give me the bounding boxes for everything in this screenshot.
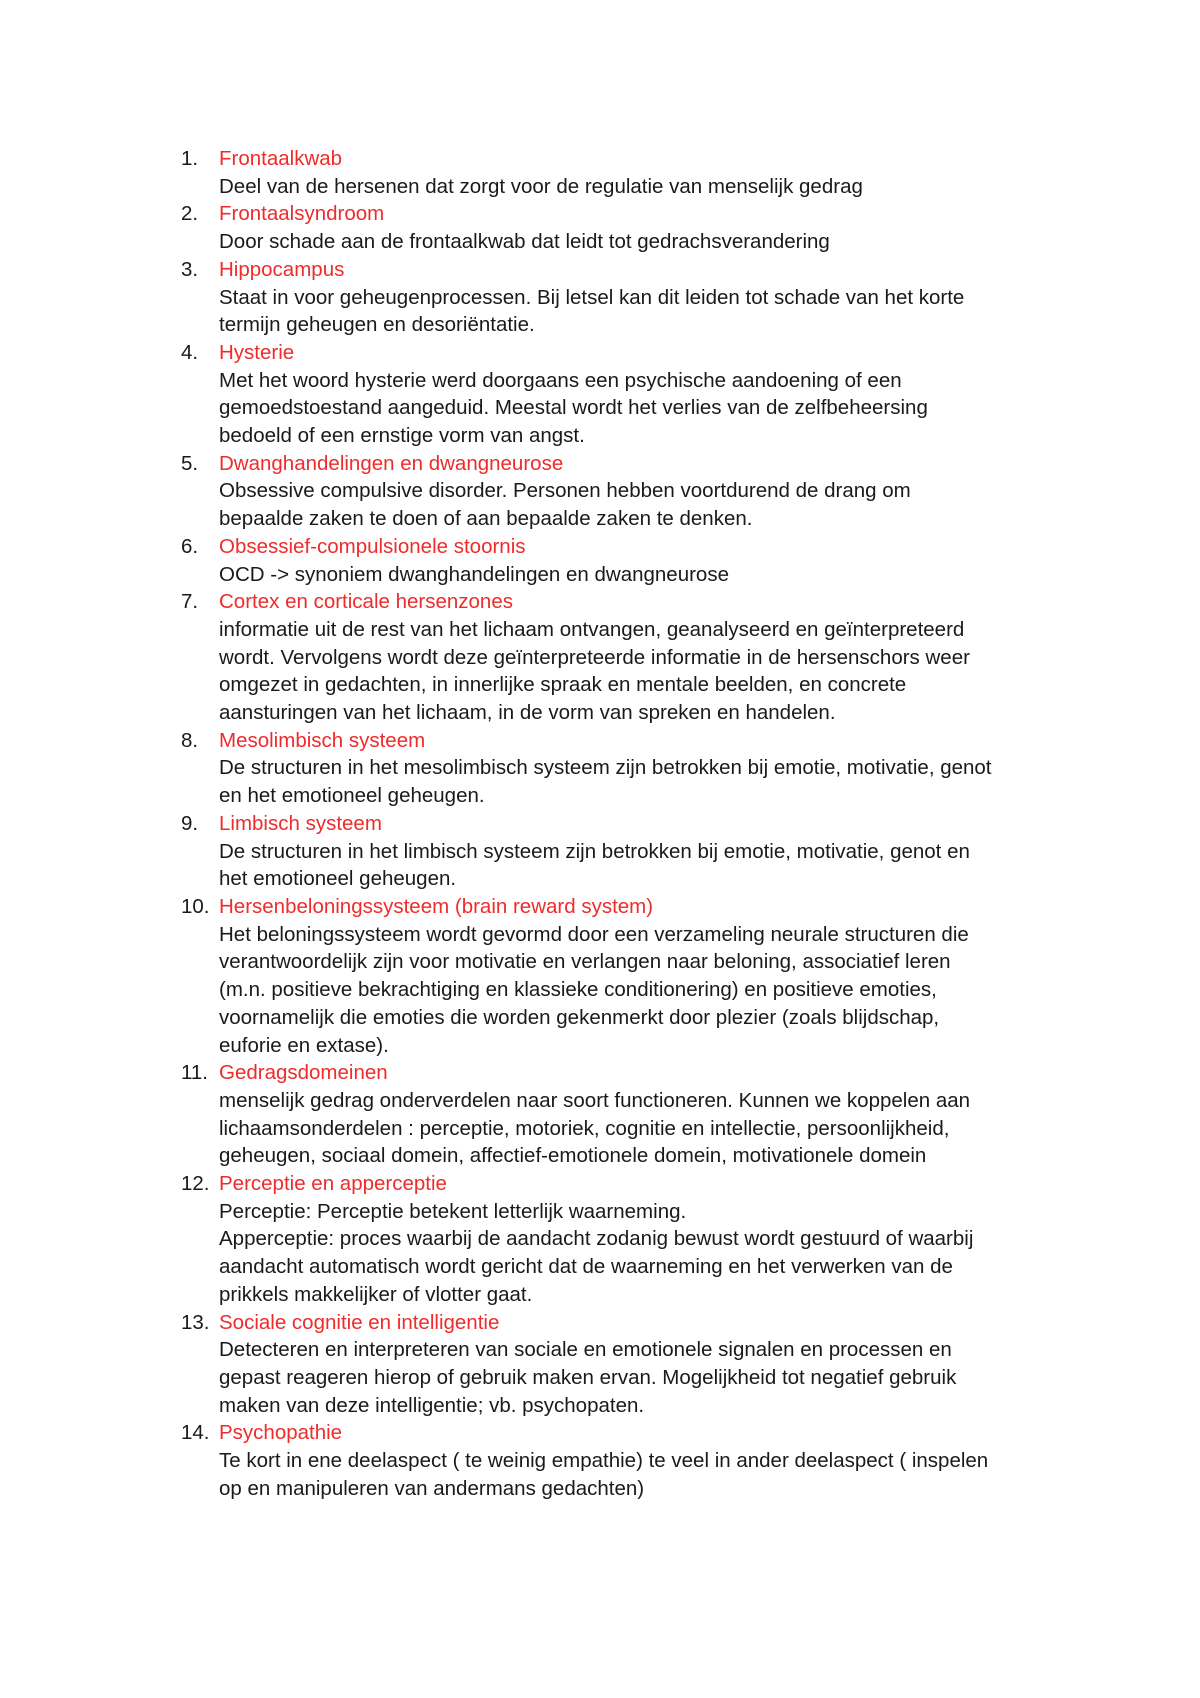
entry-definition: De structuren in het limbisch systeem zijn betrokken bij emotie, motivatie, genot en het emotioneel geheugen. [219,839,970,891]
glossary-entry [181,533,1081,588]
entry-term: Sociale cognitie en intelligentie [219,1310,500,1334]
entry-number: 8. [181,728,199,752]
glossary-entry [181,893,1081,1059]
entry-term: Hysterie [219,340,295,364]
glossary-entry [181,200,1081,255]
entry-definition: Obsessive compulsive disorder. Personen hebben voortdurend de drang om bepaalde zaken te doen of aan bepaalde zaken te denken. [219,479,911,531]
entry-number: 2. [181,202,199,226]
entry-term: Cortex en corticale hersenzones [219,590,513,614]
glossary-entry [181,145,1081,200]
glossary-entry [181,1170,1081,1309]
entry-term: Mesolimbisch systeem [219,728,426,752]
entry-definition: Te kort in ene deelaspect ( te weinig empathie) te veel in ander deelaspect ( inspelen op en manipuleren van andermans gedachten) [219,1449,989,1500]
entry-term: Obsessief-compulsionele stoornis [219,534,526,558]
entry-definition: Met het woord hysterie werd doorgaans een psychische aandoening of een gemoedstoestand aangeduid. Meestal wordt het verlies van de zelfbeheersing bedoeld of een ernstige vorm van angst. [219,368,928,448]
glossary-entry [181,339,1081,450]
entry-term: Perceptie en apperceptie [219,1172,447,1196]
glossary-entry [181,1309,1081,1420]
entry-definition: menselijk gedrag onderverdelen naar soort functioneren. Kunnen we koppelen aan lichaamsonderdelen : perceptie, motoriek, cognitie en intellectie, persoonlijkheid, geheugen, sociaal domein, affectief-emotionele domein, motivationele domein [219,1088,971,1168]
entry-definition: Detecteren en interpreteren van sociale en emotionele signalen en processen en gepast reageren hierop of gebruik maken ervan. Mogelijkheid tot negatief gebruik maken van deze intelligentie; vb. psychopaten. [219,1338,957,1417]
entry-number: 5. [181,451,199,475]
entry-number: 4. [181,340,199,364]
entry-number: 9. [181,811,199,835]
entry-definition: De structuren in het mesolimbisch systeem zijn betrokken bij emotie, motivatie, genot en het emotioneel geheugen. [219,756,992,808]
glossary-entry [181,450,1081,533]
entry-number: 11. [181,1061,208,1085]
entry-term: Frontaalkwab [219,147,343,170]
entry-term: Frontaalsyndroom [219,202,385,226]
entry-number: 14. [181,1421,210,1445]
glossary-list [181,145,1081,1502]
entry-definition: Deel van de hersenen dat zorgt voor de regulatie van menselijk gedrag [219,174,863,198]
entry-definition: Het beloningssysteem wordt gevormd door een verzameling neurale structuren die verantwoordelijk zijn voor motivatie en verlangen naar beloning, associatief leren (m.n. positieve bekrachtiging en klassieke conditionering) en positieve emoties, voornamelijk die emoties die worden gekenmerkt door plezier (zoals blijdschap, euforie en extase). [219,922,969,1057]
entry-number: 7. [181,590,199,614]
entry-term: Hippocampus [219,257,345,281]
entry-term: Psychopathie [219,1421,343,1445]
glossary-entry [181,256,1081,339]
entry-term: Limbisch systeem [219,811,382,835]
glossary-entry [181,810,1081,893]
entry-definition: Staat in voor geheugenprocessen. Bij letsel kan dit leiden tot schade van het korte termijn geheugen en desoriëntatie. [219,285,965,337]
glossary-entry [181,727,1081,810]
entry-number: 12. [181,1172,210,1196]
glossary-entry [181,1059,1081,1170]
entry-term: Gedragsdomeinen [219,1061,388,1085]
entry-number: 1. [181,147,199,170]
entry-number: 6. [181,534,199,558]
entry-number: 3. [181,257,199,281]
entry-term: Hersenbeloningssysteem (brain reward system) [219,894,654,918]
entry-definition: Door schade aan de frontaalkwab dat leidt tot gedrachsverandering [219,230,830,254]
entry-definition: Perceptie: Perceptie betekent letterlijk waarneming. Apperceptie: proces waarbij de aandacht zodanig bewust wordt gestuurd of waarbij aandacht automatisch wordt gericht dat de waarneming en het verwerken van de prikkels makkelijker of vlotter gaat. [219,1199,974,1306]
entry-definition: informatie uit de rest van het lichaam ontvangen, geanalyseerd en geïnterpreteerd wordt. Vervolgens wordt deze geïnterpreteerde informatie in de hersenschors weer omgezet in gedachten, in innerlijke spraak en mentale beelden, en concrete aansturingen van het lichaam, in de vorm van spreken en handelen. [219,617,970,725]
entry-number: 10. [181,894,210,918]
glossary-entry [181,1419,1081,1502]
entry-number: 13. [181,1310,210,1334]
glossary-entry [181,588,1081,727]
entry-definition: OCD -> synoniem dwanghandelingen en dwangneurose [219,562,729,586]
entry-term: Dwanghandelingen en dwangneurose [219,451,564,475]
